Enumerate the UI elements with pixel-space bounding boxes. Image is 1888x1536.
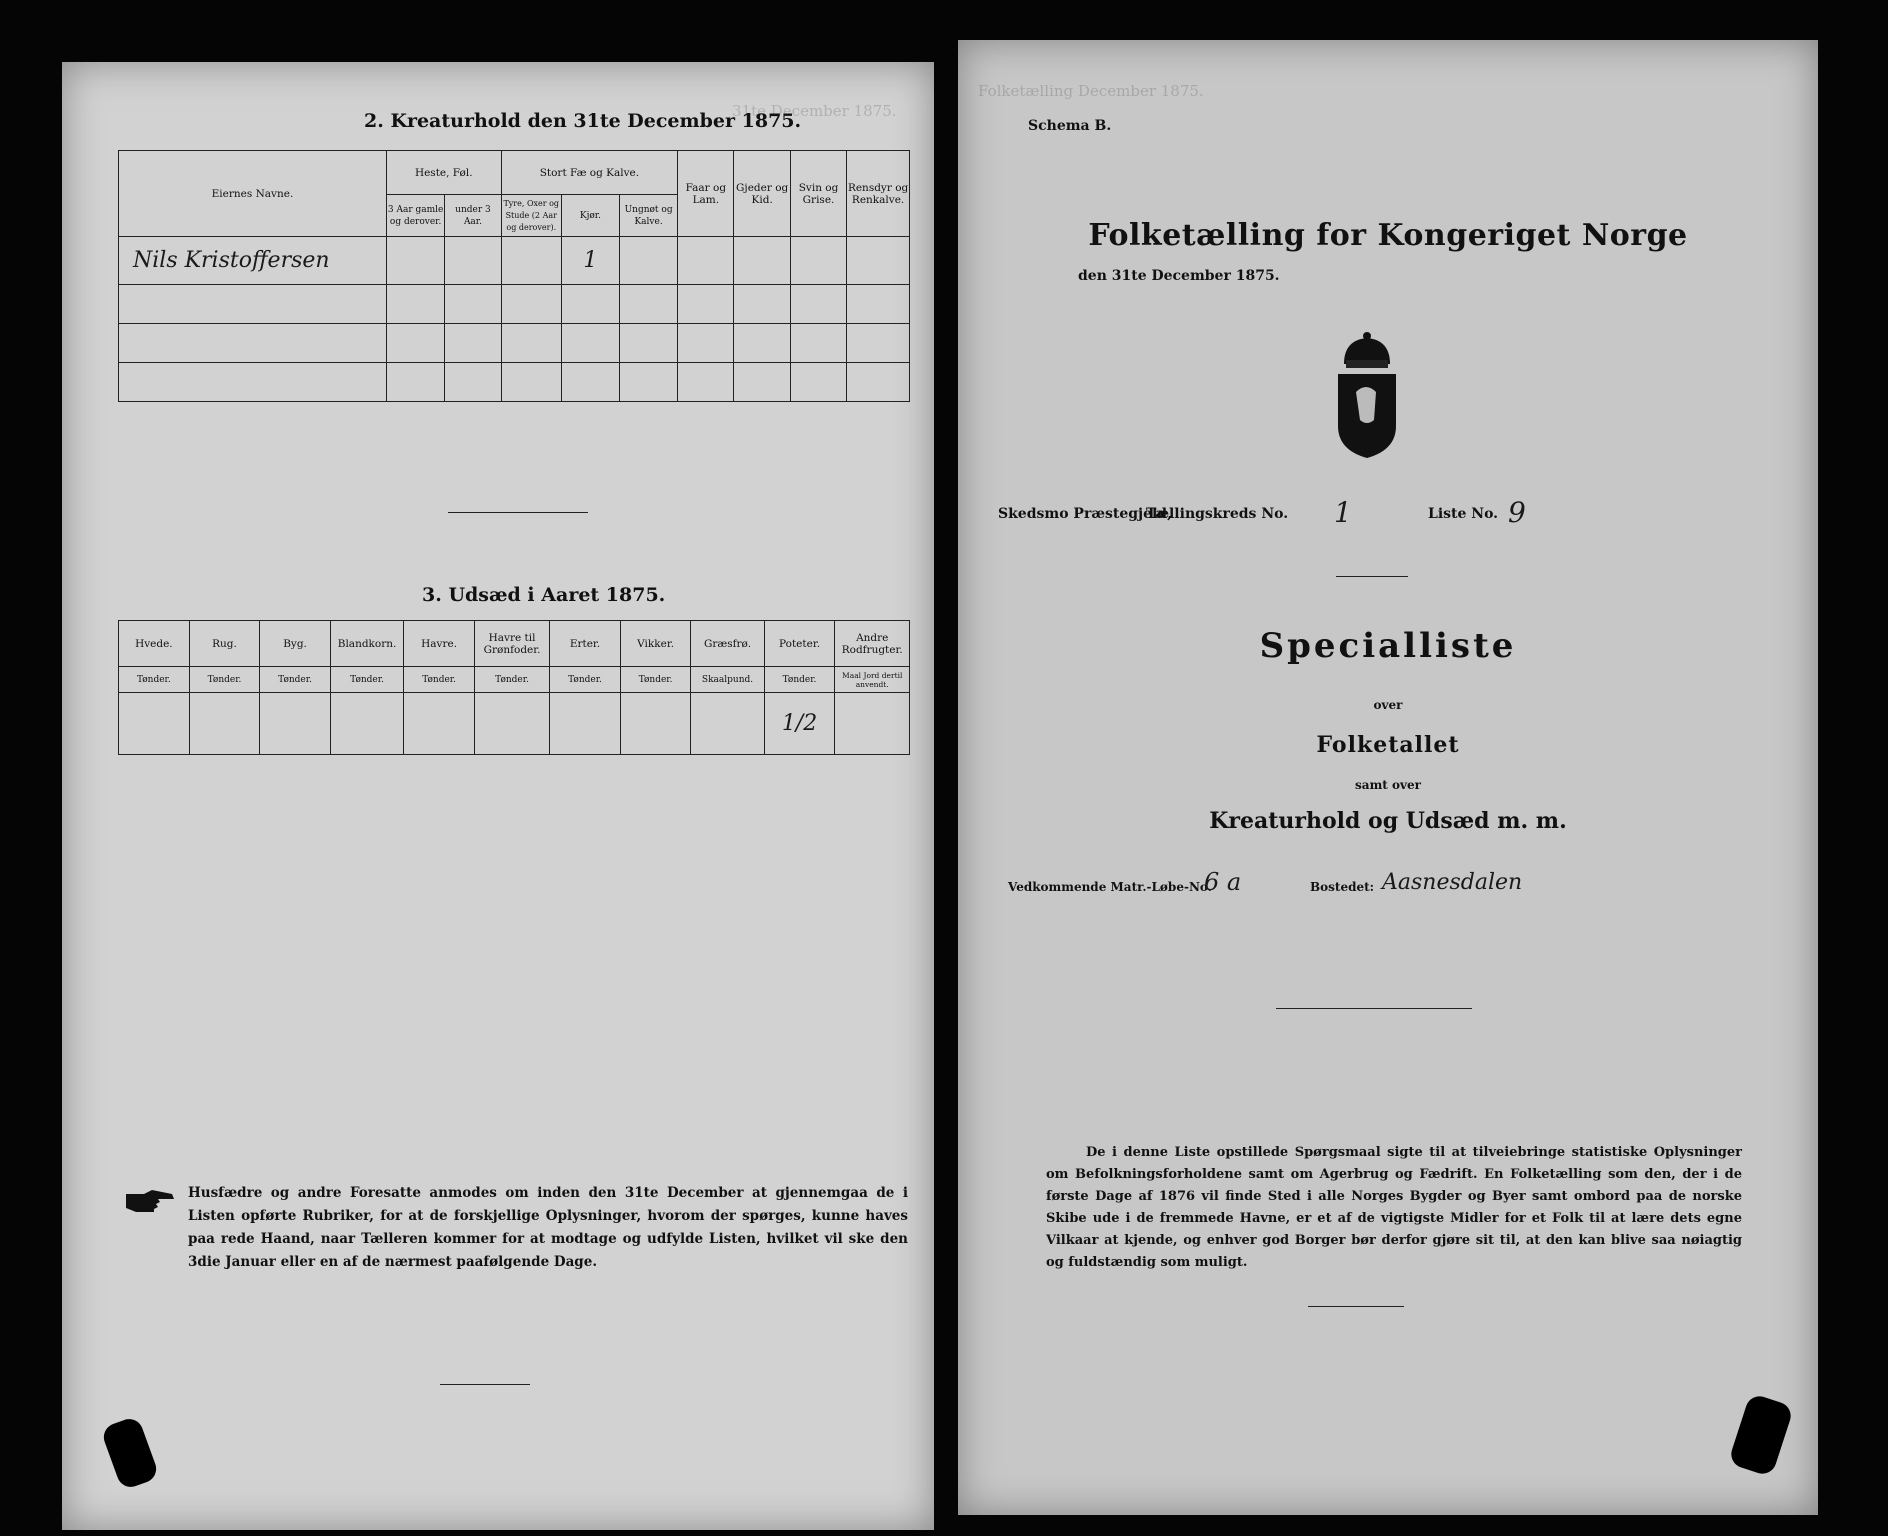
crop-header: Blandkorn. [330, 621, 403, 667]
potatoes-value: 1/2 [781, 711, 818, 736]
crop-header: Græsfrø. [691, 621, 764, 667]
coat-of-arms-icon [1330, 330, 1404, 460]
unit-label: Maal Jord dertil anvendt. [835, 667, 910, 693]
unit-label: Tønder. [330, 667, 403, 693]
crop-header: Havre. [404, 621, 475, 667]
section-2-title: 2. Kreaturhold den 31te December 1875. [364, 110, 802, 132]
goats-header: Gjeder og Kid. [734, 151, 790, 237]
instruction-note: Husfædre og andre Foresatte anmodes om inden den 31te December at gjennemgaa de i Listen opførte Rubriker, for at de forskjellige Oplysninger, hvorom der spørges, kunne haves paa rede Haand, naar Tælleren kommer for at modtage og udfylde Listen, hvilket vil ske den 3die Januar eller en af de nærmest paafølgende Dage. [188, 1185, 908, 1270]
matr-label: Vedkommende Matr.-Løbe-No. [1008, 880, 1212, 894]
kreds-value: 1 [1334, 496, 1352, 529]
owner-name: Nils Kristoffersen [133, 248, 330, 273]
samt-over-label: samt over [1355, 778, 1421, 792]
table-row [119, 237, 910, 285]
special-list-heading: Specialliste [1259, 626, 1517, 666]
cows-header: Kjør. [561, 195, 619, 237]
calves-header: Ungnøt og Kalve. [619, 195, 677, 237]
horses-header: Heste, Føl. [386, 151, 501, 195]
crop-header: Hvede. [119, 621, 190, 667]
unit-label: Skaalpund. [691, 667, 764, 693]
cattle-header: Stort Fæ og Kalve. [501, 151, 678, 195]
separator [448, 512, 588, 513]
separator [440, 1384, 530, 1385]
bleed-through-text: 31te December 1875. [732, 102, 897, 120]
intro-paragraph: De i denne Liste opstillede Spørgsmaal sigte til at tilveiebringe statistiske Oplysninger om Befolkningsforholdene samt om Agerbrug og Fædrift. En Folketælling som den, der i de første Dage af 1876 vil finde Sted i alle Norges Bygder og Byer samt ombord paa de norske Skibe ude i de fremmede Havne, er et af de vigtigste Midler for et Folk til at lære dets egne Vilkaar at kjende, og enhver god Borger bør derfor gjøre sit til, at den kan blive saa nøiagtig og fuldstændig som muligt. [1046, 1145, 1742, 1270]
bostedet-label: Bostedet: [1310, 880, 1375, 894]
unit-label: Tønder. [260, 667, 331, 693]
crop-header: Andre Rodfrugter. [835, 621, 910, 667]
document-subtitle: den 31te December 1875. [1078, 268, 1280, 284]
unit-label: Tønder. [119, 667, 190, 693]
livestock-table [118, 150, 910, 402]
unit-label: Tønder. [474, 667, 549, 693]
table-row [119, 324, 910, 363]
owner-header: Eiernes Navne. [119, 151, 387, 237]
bostedet-value: Aasnesdalen [1382, 870, 1523, 895]
table-row [119, 285, 910, 324]
separator [1276, 1008, 1472, 1009]
pigs-header: Svin og Grise. [790, 151, 846, 237]
bulls-header: Tyre, Oxer og Stude (2 Aar og derover). [501, 195, 561, 237]
unit-label: Tønder. [404, 667, 475, 693]
unit-label: Tønder. [550, 667, 621, 693]
separator [1308, 1306, 1404, 1307]
table-row [119, 693, 910, 755]
crop-header: Rug. [189, 621, 260, 667]
reindeer-header: Rensdyr og Renkalve. [847, 151, 910, 237]
unit-label: Tønder. [764, 667, 835, 693]
folketallet-heading: Folketallet [1316, 732, 1460, 758]
unit-label: Tønder. [189, 667, 260, 693]
sheep-header: Faar og Lam. [678, 151, 734, 237]
crop-header: Byg. [260, 621, 331, 667]
crop-header: Erter. [550, 621, 621, 667]
prestegjeld-label: Skedsmo Præstegjeld, [998, 506, 1172, 522]
liste-value: 9 [1508, 496, 1526, 529]
crop-header: Havre til Grønfoder. [474, 621, 549, 667]
crop-header: Vikker. [620, 621, 691, 667]
separator [1336, 576, 1408, 577]
table-row [119, 363, 910, 402]
cows-value: 1 [583, 248, 598, 273]
over-label: over [1373, 698, 1403, 712]
horses-young-header: under 3 Aar. [445, 195, 501, 237]
liste-label: Liste No. [1428, 506, 1499, 522]
right-page [958, 40, 1818, 1515]
sowing-table [118, 620, 910, 755]
horses-old-header: 3 Aar gamle og derover. [386, 195, 444, 237]
left-page [62, 62, 934, 1530]
kreaturhold-heading: Kreaturhold og Udsæd m. m. [1209, 808, 1567, 834]
pointing-hand-icon [124, 1186, 176, 1216]
crop-header: Poteter. [764, 621, 835, 667]
schema-label: Schema B. [1028, 118, 1112, 134]
bleed-through-text: Folketælling December 1875. [978, 82, 1204, 100]
kreds-label: Tællingskreds No. [1146, 506, 1289, 522]
section-3-title: 3. Udsæd i Aaret 1875. [422, 584, 666, 606]
matr-value: 6 a [1204, 868, 1242, 896]
unit-label: Tønder. [620, 667, 691, 693]
document-title: Folketælling for Kongeriget Norge [1088, 218, 1688, 253]
